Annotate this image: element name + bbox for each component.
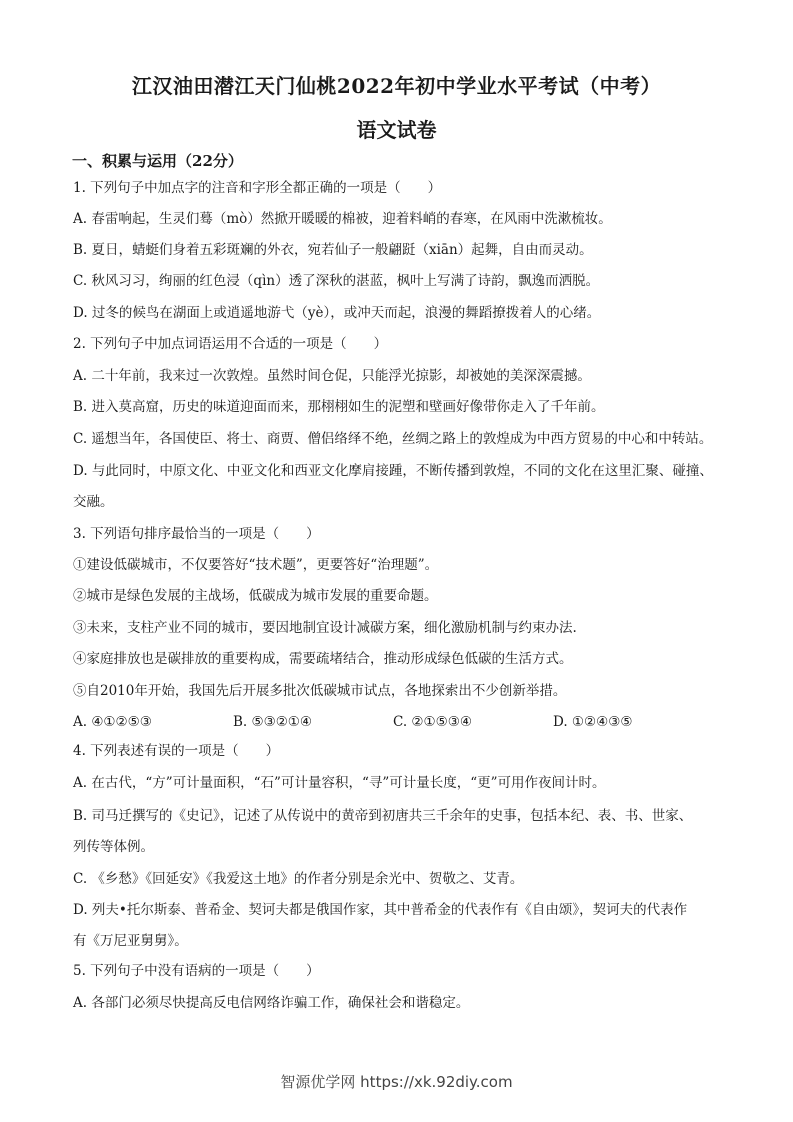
question-1-option-b: B. 夏日，蜻蜓们身着五彩斑斓的外衣，宛若仙子一般翩跹（xiān）起舞，自由而灵动。	[73, 242, 593, 258]
question-2-option-b: B. 进入莫高窟，历史的味道迎面而来，那栩栩如生的泥塑和壁画好像带你走入了千年前。	[73, 399, 605, 415]
question-1-option-a: A. 春雷响起，生灵们蓦（mò）然掀开暖暖的棉被，迎着料峭的春寒，在风雨中洗漱梳妆。	[73, 211, 612, 227]
question-4-option-b-cont: 列传等体例。	[73, 839, 154, 855]
footer-watermark: 智源优学网 https://xk.92diy.com	[280, 1073, 513, 1091]
question-2-option-a: A. 二十年前，我来过一次敦煌。虽然时间仓促，只能浮光掠影，却被她的美深深震撼。	[73, 368, 591, 384]
question-3-sentence-1: ①建设低碳城市，不仅要答好“技术题”，更要答好“治理题”。	[73, 557, 439, 573]
question-3-option-a: A. ④①②⑤③	[73, 714, 152, 730]
question-2-stem: 2. 下列句子中加点词语运用不合适的一项是（ ）	[73, 336, 388, 352]
question-4-option-b: B. 司马迁撰写的《史记》，记述了从传说中的黄帝到初唐共三千余年的史事，包括本纪、表、书、世家、	[73, 808, 693, 824]
question-3-option-b: B. ⑤③②①④	[233, 714, 313, 730]
section-heading: 一、积累与运用（22分）	[72, 152, 243, 170]
question-3-sentence-3: ③未来，支柱产业不同的城市，要因地制宜设计减碳方案，细化激励机制与约束办法.	[73, 620, 577, 636]
page-subtitle: 语文试卷	[356, 118, 437, 142]
question-1-stem: 1. 下列句子中加点字的注音和字形全都正确的一项是（ ）	[73, 180, 442, 196]
question-3-options	[73, 713, 713, 731]
question-3-option-d: D. ①②④③⑤	[553, 714, 633, 730]
question-3-option-c: C. ②①⑤③④	[393, 714, 472, 730]
question-1-option-c: C. 秋风习习，绚丽的红色浸（qìn）透了深秋的湛蓝，枫叶上写满了诗韵，飘逸而洒脱。	[73, 273, 600, 289]
question-3-sentence-4: ④家庭排放也是碳排放的重要构成，需要疏堵结合，推动形成绿色低碳的生活方式。	[73, 651, 573, 667]
question-3-sentence-5: ⑤自2010年开始，我国先后开展多批次低碳城市试点，各地探索出不少创新举措。	[73, 683, 567, 699]
question-5-stem: 5. 下列句子中没有语病的一项是（ ）	[73, 963, 320, 979]
question-2-option-d-cont: 交融。	[73, 494, 114, 510]
question-4-option-d: D. 列夫•托尔斯泰、普希金、契诃夫都是俄国作家，其中普希金的代表作有《自由颂》，契诃夫的代表作	[73, 902, 688, 918]
question-3-sentence-2: ②城市是绿色发展的主战场，低碳成为城市发展的重要命题。	[73, 588, 438, 604]
question-1-option-d: D. 过冬的候鸟在湖面上或逍遥地游弋（yè），或冲天而起，浪漫的舞蹈撩拨着人的心绪。	[73, 305, 601, 321]
question-4-stem: 4. 下列表述有误的一项是（ ）	[73, 743, 280, 759]
question-4-option-d-cont: 有《万尼亚舅舅》。	[73, 933, 188, 949]
page-title: 江汉油田潜江天门仙桃2022年初中学业水平考试（中考）	[131, 74, 662, 98]
question-3-stem: 3. 下列语句排序最恰当的一项是（ ）	[73, 526, 320, 542]
question-5-option-a: A. 各部门必须尽快提高反电信网络诈骗工作，确保社会和谐稳定。	[73, 995, 470, 1011]
question-2-option-c: C. 遥想当年，各国使臣、将士、商贾、僧侣络绎不绝，丝绸之路上的敦煌成为中西方贸易的中心和中转站。	[73, 431, 713, 447]
question-2-option-d: D. 与此同时，中原文化、中亚文化和西亚文化摩肩接踵，不断传播到敦煌，不同的文化在这里汇聚、碰撞、	[73, 463, 713, 479]
question-4-option-c: C. 《乡愁》《回延安》《我爱这土地》的作者分别是余光中、贺敬之、艾青。	[73, 871, 524, 887]
question-4-option-a: A. 在古代，“方”可计量面积，“石”可计量容积，“寻”可计量长度，“更”可用作夜间计时。	[73, 775, 606, 791]
